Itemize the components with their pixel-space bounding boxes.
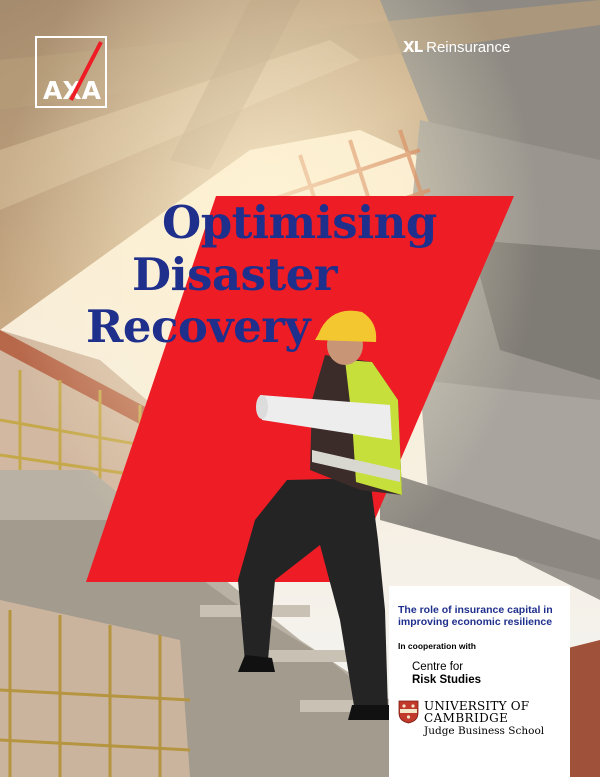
title-line-1: Optimising (162, 196, 437, 249)
cambridge-crest-icon (398, 700, 419, 724)
title-line-2: Disaster (132, 248, 338, 301)
reinsurance-label: Reinsurance (426, 38, 511, 56)
centre-for-risk-studies-logo (412, 661, 561, 687)
centre-line-1: Centre for (412, 661, 464, 673)
xl-mark: XL (403, 38, 423, 56)
centre-line-2: Risk Studies (412, 674, 482, 686)
title-line-3: Recovery (86, 300, 311, 353)
school-name: Judge Business School (424, 725, 545, 737)
svg-text:AXA: AXA (43, 76, 101, 105)
xl-reinsurance-logo[interactable] (403, 38, 510, 56)
cambridge-judge-logo (398, 700, 561, 738)
university-line-2: CAMBRIDGE (424, 711, 509, 725)
info-card (389, 586, 570, 777)
axa-logo[interactable] (35, 36, 107, 108)
university-line-1: UNIVERSITY OF (424, 699, 530, 713)
cooperation-label: In cooperation with (398, 641, 476, 651)
report-subtitle: The role of insurance capital in improving economic resilience (398, 604, 553, 628)
report-title (86, 197, 437, 353)
axa-logo-icon (35, 36, 107, 108)
